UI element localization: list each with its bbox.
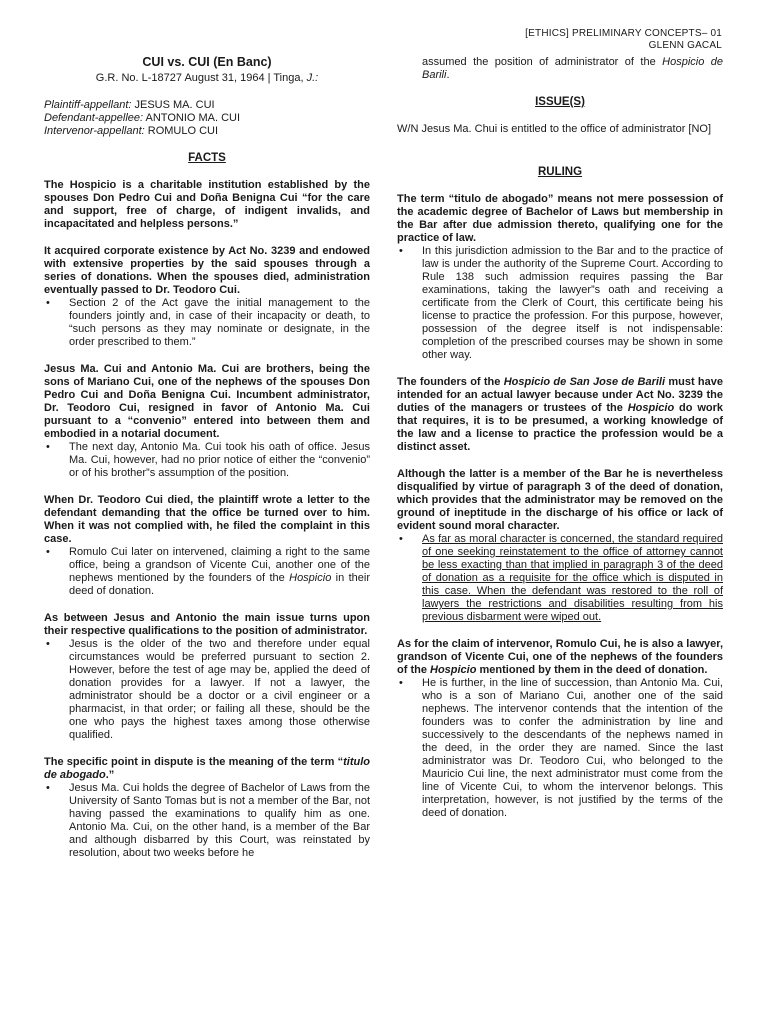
facts-list-2 bbox=[44, 297, 370, 349]
facts-heading: FACTS bbox=[188, 152, 226, 164]
list-item bbox=[44, 546, 370, 598]
para-italic: titulo de abogado bbox=[44, 756, 370, 781]
facts-para-4: When Dr. Teodoro Cui died, the plaintiff wrote a letter to the defendant demanding that the office be turned over to him. When it was not complied with, he filed the complaint in this case. bbox=[44, 494, 370, 545]
parties-block bbox=[44, 99, 370, 138]
para-italic: Hospicio bbox=[627, 402, 675, 414]
list-item-italic: Hospicio bbox=[289, 572, 332, 584]
issue-text: W/N Jesus Ma. Chui is entitled to the office of administrator [NO] bbox=[397, 123, 712, 135]
right-column bbox=[397, 56, 723, 820]
ruling-para-4 bbox=[397, 638, 723, 677]
para-italic: Hospicio de Barili bbox=[422, 56, 723, 81]
list-item-text-underlined: As far as moral character is concerned, the standard required of one seeking reinstatement to the office of attorney cannot be less exacting than that implied in paragraph 3 of the deed of donation as a requisite for the office which is disputed in this case. When the defendant was restored to the roll of lawyers the restrictions and disabilities resulting from his previous disbarment were wiped out. bbox=[422, 533, 723, 623]
ruling-para-2 bbox=[397, 376, 723, 454]
list-item-text: Jesus is the older of the two and therefore under equal circumstances would be preferred pursuant to section 2. However, before the test of age may be, applied the deed of donation provides for a lawyer. If not a lawyer, the administrator should be a doctor or a civil engineer or a pharmacist, in that order; or failing all these, should be the one who pays the highest taxes among those otherwise qualified. bbox=[69, 638, 370, 741]
left-column bbox=[44, 52, 370, 860]
party-name: ROMULO CUI bbox=[144, 125, 219, 137]
list-item-text: In this jurisdiction admission to the Bar and to the practice of law is under the authority of the Supreme Court. According to Rule 138 such admission requires passing the Bar examinations, taking the lawyer”s oath and receiving a certificate from the Clerk of Court, this certificate being his license to practice the profession. For this purpose, however, possession of the degree itself is not indispensable: completion of the prescribed courses may be shown in some other way. bbox=[422, 245, 723, 361]
list-item-text: Section 2 of the Act gave the initial management to the founders jointly and, in case of their incapacity or death, to “such persons as they may nominate or designate, in the order prescribed to them.” bbox=[69, 297, 370, 348]
list-item bbox=[397, 533, 723, 624]
ruling-list-4 bbox=[397, 677, 723, 820]
bullet-glyph: • bbox=[46, 546, 50, 558]
facts-list-4 bbox=[44, 546, 370, 598]
para-text: .” bbox=[105, 769, 115, 781]
ruling-para-1: The term “titulo de abogado” means not mere possession of the academic degree of Bachelor of Laws but membership in the Bar after due admission thereto, qualifying one for the practice of law. bbox=[397, 193, 723, 244]
para-text: assumed the position of administrator of the bbox=[422, 56, 663, 68]
ruling-list-3 bbox=[397, 533, 723, 624]
case-citation bbox=[44, 72, 370, 85]
list-item bbox=[44, 297, 370, 349]
ruling-heading: RULING bbox=[537, 166, 583, 178]
bullet-glyph: • bbox=[399, 677, 403, 689]
citation-judge: J.: bbox=[306, 72, 319, 84]
facts-para-5: As between Jesus and Antonio the main issue turns upon their respective qualifications to the position of administrator. bbox=[44, 612, 370, 637]
facts-para-1: The Hospicio is a charitable institution established by the spouses Don Pedro Cui and Doña Benigna Cui “for the care and support, free of charge, of indigent invalids, and incapacitated and helpless persons.” bbox=[44, 179, 370, 230]
ruling-list-1 bbox=[397, 245, 723, 362]
case-title: CUI vs. CUI (En Banc) bbox=[142, 55, 272, 69]
party-intervenor bbox=[44, 125, 370, 138]
party-plaintiff bbox=[44, 99, 370, 112]
list-item-text: He is further, in the line of succession, than Antonio Ma. Cui, who is a son of Mariano Cui, another one of the said nephews. The intervenor contends that the intention of the founders was to confer the administration by line and successively to the descendants of the nephews named in the deed, in the order they are named. Since the last administrator was Dr. Teodoro Cui, who belonged to the Mauricio Cui line, the next administrator must come from the line of Vicente Cui, to whom the intervenor belongs. This interpretation, however, is not justified by the terms of the deed of donation. bbox=[422, 677, 723, 819]
bullet-glyph: • bbox=[46, 297, 50, 309]
list-item-text: The next day, Antonio Ma. Cui took his oath of office. Jesus Ma. Cui, however, had no prior notice of either the “convenio” or of his brother”s assumption of the position. bbox=[69, 441, 370, 479]
party-role: Intervenor-appellant: bbox=[44, 125, 145, 137]
header-course: [ETHICS] PRELIMINARY CONCEPTS– 01 bbox=[525, 28, 722, 39]
party-name: JESUS MA. CUI bbox=[131, 99, 215, 111]
facts-list-6 bbox=[44, 782, 370, 860]
party-name: ANTONIO MA. CUI bbox=[143, 112, 241, 124]
party-role: Plaintiff-appellant: bbox=[44, 99, 132, 111]
list-item bbox=[44, 441, 370, 480]
bullet-glyph: • bbox=[399, 245, 403, 257]
bullet-glyph: • bbox=[46, 441, 50, 453]
para-text: mentioned by them in the deed of donation. bbox=[476, 664, 708, 676]
party-role: Defendant-appellee: bbox=[44, 112, 144, 124]
issue-heading: ISSUE(S) bbox=[535, 96, 585, 108]
facts-list-3 bbox=[44, 441, 370, 480]
facts-para-3: Jesus Ma. Cui and Antonio Ma. Cui are brothers, being the sons of Mariano Cui, one of the nephews of the spouses Don Pedro Cui and Doña Benigna Cui. Incumbent administrator, Dr. Teodoro Cui, resigned in favor of Antonio Ma. Cui pursuant to a “convenio” entered into between them and embodied in a notarial document. bbox=[44, 363, 370, 440]
para-text: must have intended for an actual lawyer because under Act No. 3239 the duties of the managers or trustees of the bbox=[397, 376, 723, 414]
party-defendant bbox=[44, 112, 370, 125]
facts-para-2: It acquired corporate existence by Act No. 3239 and endowed with extensive properties by the said spouses through a series of donations. When the spouses died, administration eventually passed to Dr. Teodoro Cui. bbox=[44, 245, 370, 296]
bullet-glyph: • bbox=[46, 782, 50, 794]
para-text: The founders of the bbox=[397, 376, 504, 388]
bullet-glyph: • bbox=[399, 533, 403, 545]
list-item bbox=[44, 638, 370, 742]
list-item-text: Jesus Ma. Cui holds the degree of Bachelor of Laws from the University of Santo Tomas but is not a member of the Bar, not having passed the examinations to qualify him as one. Antonio Ma. Cui, on the other hand, is a member of the Bar and although disbarred by this Court, was reinstated by resolution, about two weeks before he bbox=[69, 782, 370, 859]
header-author: GLENN GACAL bbox=[648, 40, 722, 51]
facts-list-5 bbox=[44, 638, 370, 742]
para-italic: Hospicio de San Jose de Barili bbox=[503, 376, 666, 388]
citation-text: G.R. No. L-18727 August 31, 1964 | Tinga, bbox=[95, 72, 307, 84]
list-item-text: Romulo Cui later on intervened, claiming a right to the same office, being a grandson of Vicente Cui, another one of the nephews mentioned by the founders of the bbox=[69, 546, 370, 584]
continued-text bbox=[397, 56, 723, 82]
para-text: As for the claim of intervenor, Romulo Cui, he is also a lawyer, grandson of Vicente Cui, one of the nephews of the founders of the bbox=[397, 638, 723, 676]
para-text: The specific point in dispute is the meaning of the term “ bbox=[44, 756, 344, 768]
para-italic: Hospicio bbox=[430, 664, 477, 676]
list-item bbox=[397, 677, 723, 820]
para-text: do work that requires, it is to be presumed, a working knowledge of the law and a license to practice the profession would be a distinct asset. bbox=[397, 402, 723, 453]
document-header bbox=[525, 28, 722, 52]
list-item-text: in their deed of donation. bbox=[69, 572, 370, 597]
para-text: . bbox=[446, 69, 450, 81]
bullet-glyph: • bbox=[46, 638, 50, 650]
ruling-para-3: Although the latter is a member of the Bar he is nevertheless disqualified by virtue of paragraph 3 of the deed of donation, which provides that the administrator may be removed on the ground of ineptitude in the discharge of his office or lack of evident sound moral character. bbox=[397, 468, 723, 532]
facts-para-6 bbox=[44, 756, 370, 782]
list-item bbox=[397, 245, 723, 362]
list-item bbox=[44, 782, 370, 860]
